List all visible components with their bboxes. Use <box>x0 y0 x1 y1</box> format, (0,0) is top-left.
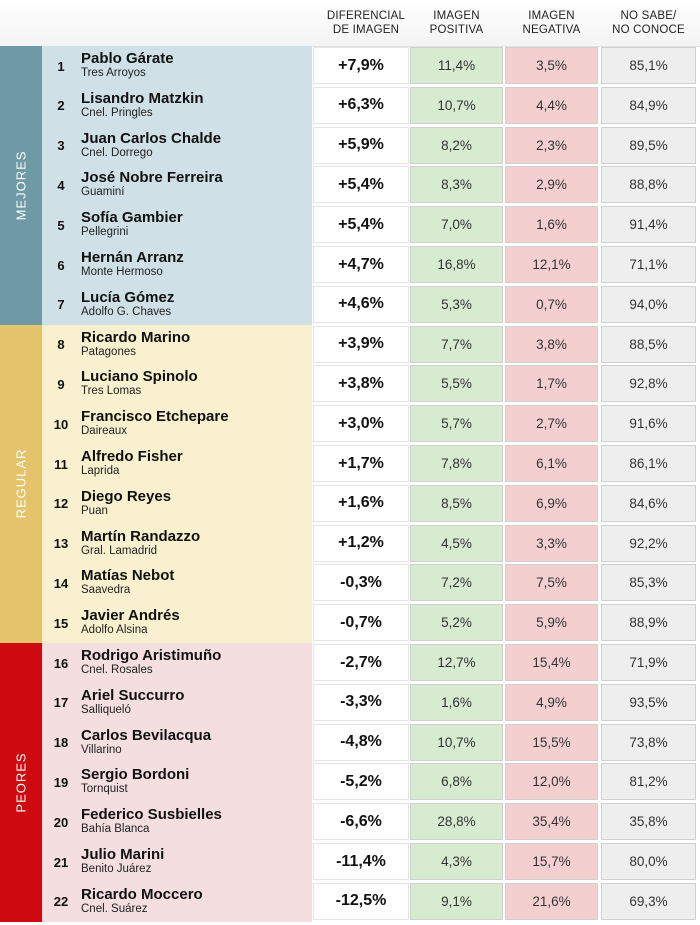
imagen-positiva-cell: 6,8% <box>410 763 503 800</box>
no-sabe-cell: 84,9% <box>601 87 696 124</box>
candidate-name: Diego Reyes <box>81 487 172 505</box>
table-row <box>0 762 700 802</box>
imagen-positiva-cell: 8,3% <box>410 166 503 203</box>
no-sabe-cell: 71,9% <box>601 644 696 681</box>
rank-number: 16 <box>53 655 69 671</box>
imagen-positiva-cell: 5,7% <box>410 405 503 442</box>
table-row <box>0 524 700 564</box>
header-positiva-line2: POSITIVA <box>429 24 484 36</box>
rank-number: 6 <box>57 257 65 273</box>
no-sabe-cell: 93,5% <box>601 684 696 721</box>
table-row <box>0 285 700 325</box>
header-nosabe <box>601 0 696 46</box>
table-row <box>0 325 700 365</box>
diferencial-cell: +4,6% <box>313 286 409 323</box>
candidate-name: Rodrigo Aristimuño <box>81 647 222 664</box>
candidate-city: Cnel. Pringles <box>81 106 153 119</box>
candidate-city: Daireaux <box>81 425 128 438</box>
no-sabe-cell: 91,4% <box>601 206 696 243</box>
diferencial-cell: -11,4% <box>313 843 409 880</box>
table-row <box>0 882 700 922</box>
imagen-positiva-cell: 7,0% <box>410 206 503 243</box>
candidate-name: Pablo Gárate <box>81 50 174 67</box>
candidate-name: Ricardo Marino <box>81 328 191 346</box>
imagen-negativa-cell: 3,3% <box>505 525 598 562</box>
candidate-city: Pellegrini <box>81 226 129 239</box>
candidate-city: Cnel. Dorrego <box>81 146 153 159</box>
diferencial-cell: -2,7% <box>313 644 409 681</box>
imagen-positiva-cell: 28,8% <box>410 803 503 840</box>
candidate-name: Juan Carlos Chalde <box>81 129 222 147</box>
table-row <box>0 126 700 166</box>
rank-number: 5 <box>57 217 65 233</box>
imagen-negativa-cell: 6,1% <box>505 445 598 482</box>
imagen-positiva-cell: 7,2% <box>410 564 503 601</box>
candidate-city: Puan <box>81 504 108 517</box>
header-negativa-line2: NEGATIVA <box>522 24 581 36</box>
candidate-city: Benito Juárez <box>81 863 152 875</box>
candidate-name: José Nobre Ferreira <box>81 169 223 187</box>
no-sabe-cell: 88,5% <box>601 326 696 363</box>
no-sabe-cell: 92,8% <box>601 365 696 402</box>
rank-number: 10 <box>53 416 69 432</box>
candidate-city: Gral. Lamadrid <box>81 544 158 557</box>
imagen-positiva-cell: 9,1% <box>410 883 503 920</box>
diferencial-cell: +1,7% <box>313 445 409 482</box>
table-row <box>0 364 700 404</box>
candidate-name: Matías Nebot <box>81 567 175 585</box>
rank-number: 11 <box>54 456 68 472</box>
candidate-city: Cnel. Rosales <box>81 664 153 676</box>
candidate-city: Monte Hermoso <box>81 266 163 278</box>
candidate-city: Cnel. Suárez <box>81 902 148 915</box>
candidate-city: Bahía Blanca <box>81 823 150 836</box>
table-row <box>0 46 700 86</box>
table-row <box>0 603 700 643</box>
rank-number: 1 <box>57 58 65 74</box>
header-positiva <box>410 0 503 46</box>
imagen-negativa-cell: 15,4% <box>505 644 598 681</box>
diferencial-cell: +5,4% <box>313 206 409 243</box>
imagen-negativa-cell: 4,9% <box>505 684 598 721</box>
header-diferencial-line2: DE IMAGEN <box>332 24 400 36</box>
diferencial-cell: -0,3% <box>313 564 409 601</box>
diferencial-cell: -4,8% <box>313 724 409 761</box>
table-row <box>0 802 700 842</box>
imagen-negativa-cell: 4,4% <box>505 87 598 124</box>
imagen-positiva-cell: 11,4% <box>410 47 503 84</box>
candidate-name: Javier Andrés <box>81 607 180 625</box>
diferencial-cell: -0,7% <box>313 604 409 641</box>
candidate-name: Sergio Bordoni <box>81 766 190 784</box>
imagen-negativa-cell: 1,7% <box>505 365 598 402</box>
candidate-city: Villarino <box>81 743 122 756</box>
no-sabe-cell: 89,5% <box>601 127 696 164</box>
table-row <box>0 404 700 444</box>
rank-number: 7 <box>57 297 65 313</box>
rank-number: 12 <box>53 496 69 512</box>
no-sabe-cell: 73,8% <box>601 724 696 761</box>
no-sabe-cell: 35,8% <box>601 803 696 840</box>
imagen-negativa-cell: 21,6% <box>505 883 598 920</box>
imagen-positiva-cell: 1,6% <box>410 684 503 721</box>
table-row <box>0 643 700 683</box>
imagen-positiva-cell: 10,7% <box>410 724 503 761</box>
candidate-name: Sofía Gambier <box>81 209 183 227</box>
imagen-negativa-cell: 15,7% <box>505 843 598 880</box>
imagen-negativa-cell: 6,9% <box>505 485 598 522</box>
no-sabe-cell: 94,0% <box>601 286 696 323</box>
imagen-negativa-cell: 35,4% <box>505 803 598 840</box>
diferencial-cell: +5,9% <box>313 127 409 164</box>
rank-number: 18 <box>53 735 69 751</box>
table-row <box>0 563 700 603</box>
no-sabe-cell: 71,1% <box>601 246 696 283</box>
candidate-city: Salliqueló <box>81 703 131 716</box>
imagen-negativa-cell: 0,7% <box>505 286 598 323</box>
imagen-positiva-cell: 4,3% <box>410 843 503 880</box>
imagen-negativa-cell: 7,5% <box>505 564 598 601</box>
no-sabe-cell: 92,2% <box>601 525 696 562</box>
rank-number: 13 <box>53 536 69 552</box>
no-sabe-cell: 84,6% <box>601 485 696 522</box>
table-row <box>0 683 700 723</box>
rank-number: 8 <box>57 337 65 353</box>
imagen-positiva-cell: 4,5% <box>410 525 503 562</box>
group-label: REGULAR <box>13 448 29 519</box>
imagen-positiva-cell: 8,5% <box>410 485 503 522</box>
table-row <box>0 484 700 524</box>
candidate-name: Lisandro Matzkin <box>81 89 204 107</box>
imagen-positiva-cell: 12,7% <box>410 644 503 681</box>
rank-number: 3 <box>57 138 65 154</box>
imagen-negativa-cell: 2,9% <box>505 166 598 203</box>
imagen-positiva-cell: 5,3% <box>410 286 503 323</box>
table-row <box>0 245 700 285</box>
candidate-name: Ariel Succurro <box>81 686 185 704</box>
imagen-positiva-cell: 10,7% <box>410 87 503 124</box>
diferencial-cell: +1,6% <box>313 485 409 522</box>
header-diferencial-line1: DIFERENCIAL <box>326 10 406 22</box>
imagen-negativa-cell: 1,6% <box>505 206 598 243</box>
imagen-positiva-cell: 16,8% <box>410 246 503 283</box>
no-sabe-cell: 69,3% <box>601 883 696 920</box>
candidate-name: Francisco Etchepare <box>81 408 229 426</box>
diferencial-cell: +1,2% <box>313 525 409 562</box>
diferencial-cell: -6,6% <box>313 803 409 840</box>
imagen-positiva-cell: 5,2% <box>410 604 503 641</box>
table-row <box>0 165 700 205</box>
diferencial-cell: -3,3% <box>313 684 409 721</box>
no-sabe-cell: 81,2% <box>601 763 696 800</box>
table-row <box>0 842 700 882</box>
header-diferencial <box>313 0 419 46</box>
imagen-negativa-cell: 12,1% <box>505 246 598 283</box>
no-sabe-cell: 85,1% <box>601 47 696 84</box>
candidate-name: Martín Randazzo <box>81 527 201 545</box>
candidate-city: Tornquist <box>81 783 128 796</box>
imagen-negativa-cell: 12,0% <box>505 763 598 800</box>
no-sabe-cell: 88,9% <box>601 604 696 641</box>
candidate-city: Adolfo Alsina <box>81 624 148 637</box>
diferencial-cell: +5,4% <box>313 166 409 203</box>
group-label: PEORES <box>13 752 29 813</box>
rank-number: 17 <box>53 695 69 711</box>
rank-number: 4 <box>57 177 65 193</box>
candidate-name: Carlos Bevilacqua <box>81 726 212 744</box>
imagen-negativa-cell: 3,5% <box>505 47 598 84</box>
header-positiva-line1: IMAGEN <box>433 10 480 22</box>
diferencial-cell: +4,7% <box>313 246 409 283</box>
header-nosabe-line2: NO CONOCE <box>612 24 685 36</box>
imagen-positiva-cell: 7,8% <box>410 445 503 482</box>
no-sabe-cell: 85,3% <box>601 564 696 601</box>
candidate-name: Lucía Gómez <box>81 288 175 306</box>
imagen-negativa-cell: 5,9% <box>505 604 598 641</box>
candidate-name: Luciano Spinolo <box>81 368 198 386</box>
diferencial-cell: +3,8% <box>313 365 409 402</box>
no-sabe-cell: 80,0% <box>601 843 696 880</box>
candidate-city: Tres Arroyos <box>81 67 146 79</box>
diferencial-cell: -5,2% <box>313 763 409 800</box>
no-sabe-cell: 86,1% <box>601 445 696 482</box>
table-row <box>0 723 700 763</box>
imagen-negativa-cell: 3,8% <box>505 326 598 363</box>
candidate-city: Laprida <box>81 465 120 477</box>
group-label: MEJORES <box>13 150 29 221</box>
header-nosabe-line1: NO SABE/ <box>620 10 677 22</box>
candidate-name: Ricardo Moccero <box>81 885 203 903</box>
table-row <box>0 444 700 484</box>
candidate-name: Alfredo Fisher <box>81 448 183 465</box>
candidate-city: Guaminí <box>81 186 125 199</box>
header-negativa-line1: IMAGEN <box>528 10 575 22</box>
diferencial-cell: +3,0% <box>313 405 409 442</box>
table-row <box>0 86 700 126</box>
diferencial-cell: -12,5% <box>313 883 409 920</box>
candidate-city: Tres Lomas <box>81 385 142 398</box>
imagen-positiva-cell: 8,2% <box>410 127 503 164</box>
rank-number: 14 <box>53 575 69 591</box>
imagen-negativa-cell: 2,3% <box>505 127 598 164</box>
candidate-city: Saavedra <box>81 584 131 597</box>
rank-number: 22 <box>53 894 69 910</box>
candidate-name: Hernán Arranz <box>81 249 184 266</box>
rank-number: 19 <box>53 774 69 790</box>
imagen-negativa-cell: 2,7% <box>505 405 598 442</box>
rank-number: 2 <box>57 98 65 114</box>
candidate-city: Patagones <box>81 345 136 358</box>
table-row <box>0 205 700 245</box>
rank-number: 9 <box>57 376 65 392</box>
rank-number: 21 <box>53 854 69 870</box>
candidate-name: Julio Marini <box>81 846 165 863</box>
header-negativa <box>505 0 598 46</box>
imagen-negativa-cell: 15,5% <box>505 724 598 761</box>
no-sabe-cell: 91,6% <box>601 405 696 442</box>
no-sabe-cell: 88,8% <box>601 166 696 203</box>
diferencial-cell: +6,3% <box>313 87 409 124</box>
imagen-positiva-cell: 7,7% <box>410 326 503 363</box>
rank-number: 15 <box>53 615 69 631</box>
candidate-name: Federico Susbielles <box>81 806 222 824</box>
diferencial-cell: +7,9% <box>313 47 409 84</box>
diferencial-cell: +3,9% <box>313 326 409 363</box>
imagen-positiva-cell: 5,5% <box>410 365 503 402</box>
candidate-city: Adolfo G. Chaves <box>81 305 172 318</box>
rank-number: 20 <box>53 814 69 830</box>
